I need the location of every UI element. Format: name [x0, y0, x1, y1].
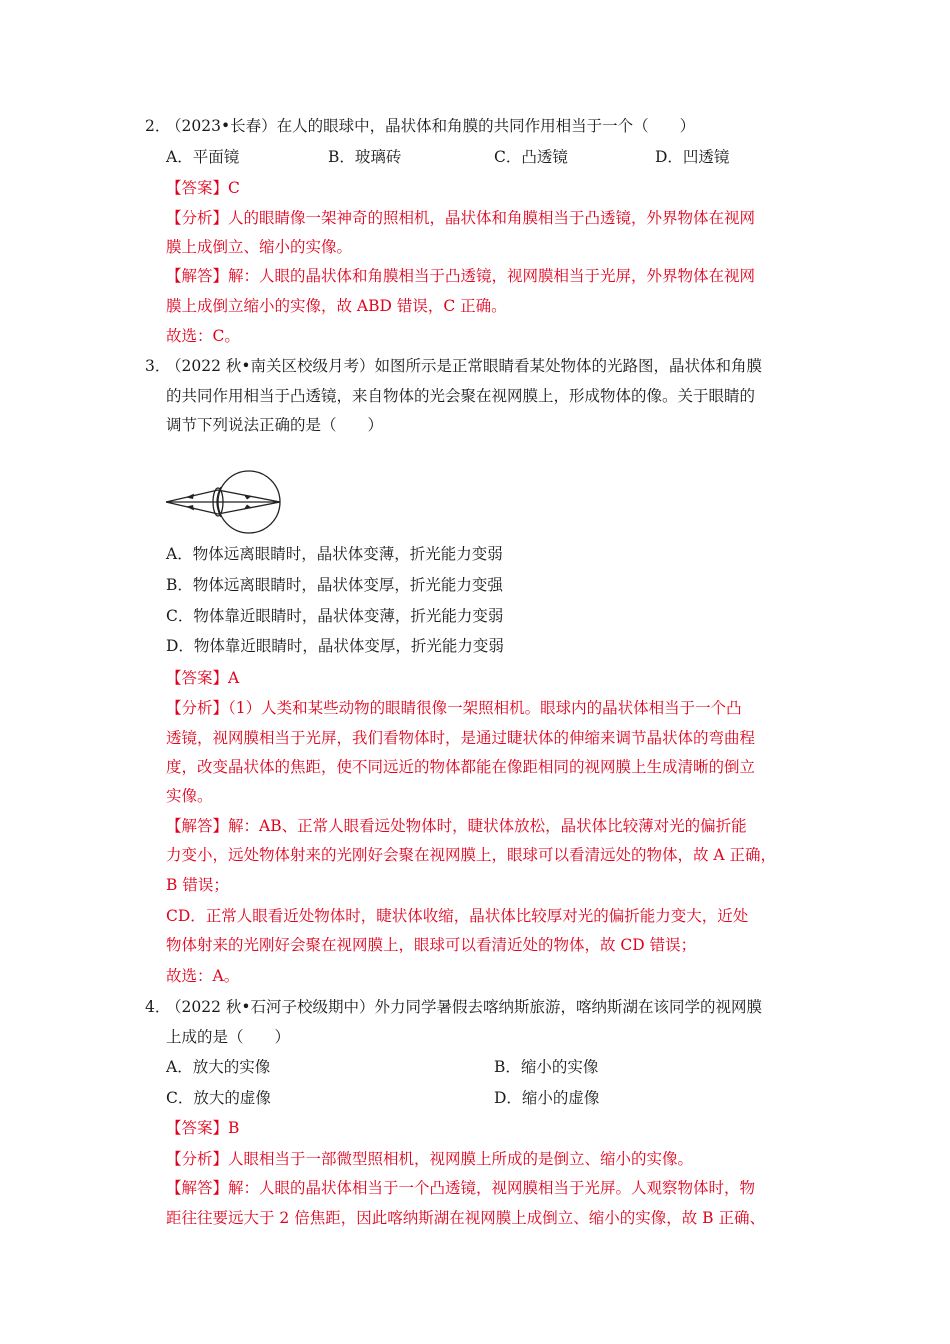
q2-choose: 故选：C。 [166, 327, 240, 345]
q2-analysis-line-1: 【分析】人的眼睛像一架神奇的照相机，晶状体和角膜相当于凸透镜，外界物体在视网 [166, 209, 756, 227]
q3-option-b: B．物体远离眼睛时，晶状体变厚，折光能力变强 [166, 576, 503, 594]
q3-solution-line-2: 力变小，远处物体射来的光刚好会聚在视网膜上，眼球可以看清远处的物体，故 A 正确， [166, 846, 777, 864]
q4-stem-line-2: 上成的是（ ） [166, 1028, 291, 1046]
q3-answer: 【答案】A [166, 669, 240, 687]
arrow-lower-right [244, 505, 252, 510]
q3-choose: 故选：A。 [166, 967, 240, 985]
q2-option-d: D．凹透镜 [655, 148, 730, 166]
q3-stem-line-3: 调节下列说法正确的是（ ） [166, 416, 384, 434]
q3-solution-line-1: 【解答】解：AB、正常人眼看远处物体时，睫状体放松，晶状体比较薄对光的偏折能 [166, 817, 747, 835]
q2-solution-line-2: 膜上成倒立缩小的实像，故 ABD 错误，C 正确。 [166, 297, 507, 315]
q3-solution-line-4: CD．正常人眼看近处物体时，睫状体收缩，晶状体比较厚对光的偏折能力变大，近处 [166, 907, 749, 925]
arrow-upper-left [186, 494, 194, 499]
q4-stem-line-1: （2022 秋•石河子校级期中）外力同学暑假去喀纳斯旅游，喀纳斯湖在该同学的视网膜 [166, 998, 763, 1016]
q4-option-a: A．放大的实像 [166, 1058, 271, 1076]
q3-analysis-line-4: 实像。 [166, 787, 213, 805]
q3-number: 3． [145, 357, 171, 375]
q4-option-c: C．放大的虚像 [166, 1089, 271, 1107]
q3-stem-line-1: （2022 秋•南关区校级月考）如图所示是正常眼睛看某处物体的光路图，晶状体和角膜 [166, 357, 763, 375]
q4-number: 4． [145, 998, 171, 1016]
q3-solution-line-3: B 错误； [166, 876, 229, 894]
q2-option-a: A．平面镜 [166, 148, 240, 166]
q4-option-b: B．缩小的实像 [494, 1058, 599, 1076]
q2-stem: （2023•长春）在人的眼球中，晶状体和角膜的共同作用相当于一个（ ） [166, 117, 696, 135]
arrow-lower-left [186, 505, 194, 510]
q4-solution-line-1: 【解答】解：人眼的晶状体相当于一个凸透镜，视网膜相当于光屏。人观察物体时，物 [166, 1179, 756, 1197]
q4-solution-line-2: 距往往要远大于 2 倍焦距，因此喀纳斯湖在视网膜上成倒立、缩小的实像，故 B 正确、 [166, 1209, 765, 1227]
q4-answer: 【答案】B [166, 1119, 240, 1137]
q2-answer: 【答案】C [166, 179, 240, 197]
q4-analysis-line-1: 【分析】人眼相当于一部微型照相机，视网膜上所成的是倒立、缩小的实像。 [166, 1150, 694, 1168]
q3-analysis-line-2: 透镜，视网膜相当于光屏，我们看物体时，是通过睫状体的伸缩来调节晶状体的弯曲程 [166, 729, 756, 747]
q3-analysis-line-1: 【分析】（1）人类和某些动物的眼睛很像一架照相机。眼球内的晶状体相当于一个凸 [166, 699, 742, 717]
q3-analysis-line-3: 度，改变晶状体的焦距，使不同远近的物体都能在像距相同的视网膜上生成清晰的倒立 [166, 758, 756, 776]
q2-option-c: C．凸透镜 [494, 148, 568, 166]
q2-number: 2． [145, 117, 171, 135]
q2-analysis-line-2: 膜上成倒立、缩小的实像。 [166, 238, 353, 256]
arrow-upper-right [244, 495, 252, 500]
q3-option-c: C．物体靠近眼睛时，晶状体变薄，折光能力变弱 [166, 607, 504, 625]
q3-stem-line-2: 的共同作用相当于凸透镜，来自物体的光会聚在视网膜上，形成物体的像。关于眼睛的 [166, 387, 756, 405]
q3-option-d: D．物体靠近眼睛时，晶状体变厚，折光能力变弱 [166, 637, 504, 655]
eye-light-path-diagram [164, 470, 286, 534]
q2-option-b: B．玻璃砖 [328, 148, 402, 166]
q3-option-a: A．物体远离眼睛时，晶状体变薄，折光能力变弱 [166, 545, 503, 563]
q3-solution-line-5: 物体射来的光刚好会聚在视网膜上，眼球可以看清近处的物体，故 CD 错误； [166, 936, 697, 954]
q4-option-d: D．缩小的虚像 [494, 1089, 600, 1107]
q2-solution-line-1: 【解答】解：人眼的晶状体和角膜相当于凸透镜，视网膜相当于光屏，外界物体在视网 [166, 267, 756, 285]
